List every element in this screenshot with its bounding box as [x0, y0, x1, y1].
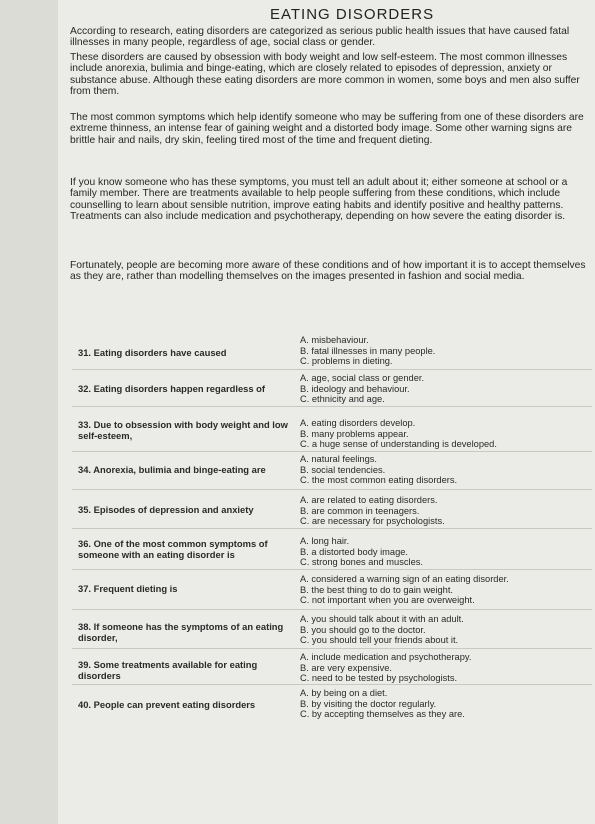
options-39 — [300, 652, 590, 684]
options-32 — [300, 373, 590, 405]
option-35-b[interactable]: B. are common in teenagers. — [300, 505, 420, 516]
option-31-c[interactable]: C. problems in dieting. — [300, 356, 393, 367]
options-40 — [300, 688, 590, 720]
paragraph-4: If you know someone who has these symptoms, you must tell an adult about it; either someone at school or a family member. There are treatments available to help people suffering from these conditions, which include counselling to learn about sensible nutrition, improve eating habits and identify positive and healthy patterns. Treatments can also include medication and psychotherapy, depending on how severe the eating disorder is. — [70, 177, 568, 223]
question-39: 39. Some treatments available for eating disorders — [78, 659, 258, 681]
question-32: 32. Eating disorders happen regardless of — [78, 383, 266, 394]
question-31: 31. Eating disorders have caused — [78, 347, 227, 358]
question-40: 40. People can prevent eating disorders — [78, 699, 256, 710]
question-33: 33. Due to obsession with body weight and low self-esteem, — [78, 419, 288, 441]
divider — [72, 451, 592, 452]
option-31-a[interactable]: A. misbehaviour. — [300, 335, 369, 345]
option-37-b[interactable]: B. the best thing to do to gain weight. — [300, 584, 453, 595]
question-36: 36. One of the most common symptoms of someone with an eating disorder is — [78, 538, 268, 560]
option-34-a[interactable]: A. natural feelings. — [300, 454, 378, 464]
option-37-c[interactable]: C. not important when you are overweight. — [300, 595, 475, 606]
question-35: 35. Episodes of depression and anxiety — [78, 504, 254, 515]
option-33-c[interactable]: C. a huge sense of understanding is developed. — [300, 439, 497, 450]
question-34: 34. Anorexia, bulimia and binge-eating are — [78, 464, 266, 475]
option-36-a[interactable]: A. long hair. — [300, 536, 350, 546]
option-39-a[interactable]: A. include medication and psychotherapy. — [300, 652, 472, 662]
divider — [72, 406, 592, 407]
question-38: 38. If someone has the symptoms of an eating disorder, — [78, 621, 284, 643]
options-37 — [300, 574, 590, 606]
option-35-c[interactable]: C. are necessary for psychologists. — [300, 516, 445, 527]
options-36 — [300, 536, 590, 568]
paragraph-2: These disorders are caused by obsession with body weight and low self-esteem. The most common illnesses include anorexia, bulimia and binge-eating, which are closely related to episodes of depression, anxiety or substance abuse. Although these eating disorders are more common in women, some boys and men also suffer from them. — [70, 52, 580, 98]
option-39-b[interactable]: B. are very expensive. — [300, 662, 392, 673]
options-38 — [300, 614, 590, 646]
option-34-c[interactable]: C. the most common eating disorders. — [300, 475, 458, 486]
option-38-b[interactable]: B. you should go to the doctor. — [300, 624, 426, 635]
option-38-a[interactable]: A. you should talk about it with an adult. — [300, 614, 464, 624]
option-32-b[interactable]: B. ideology and behaviour. — [300, 383, 410, 394]
option-36-c[interactable]: C. strong bones and muscles. — [300, 557, 423, 568]
options-33 — [300, 418, 590, 450]
option-40-a[interactable]: A. by being on a diet. — [300, 688, 388, 698]
option-33-a[interactable]: A. eating disorders develop. — [300, 418, 416, 428]
option-35-a[interactable]: A. are related to eating disorders. — [300, 495, 438, 505]
divider — [72, 569, 592, 570]
divider — [72, 684, 592, 685]
option-38-c[interactable]: C. you should tell your friends about it. — [300, 635, 459, 646]
divider — [72, 489, 592, 490]
options-31 — [300, 335, 590, 367]
divider — [72, 609, 592, 610]
option-31-b[interactable]: B. fatal illnesses in many people. — [300, 345, 436, 356]
option-32-c[interactable]: C. ethnicity and age. — [300, 394, 385, 405]
option-36-b[interactable]: B. a distorted body image. — [300, 546, 409, 557]
options-34 — [300, 454, 590, 486]
divider — [72, 648, 592, 649]
option-40-b[interactable]: B. by visiting the doctor regularly. — [300, 698, 437, 709]
option-33-b[interactable]: B. many problems appear. — [300, 428, 409, 439]
question-37: 37. Frequent dieting is — [78, 583, 178, 594]
paragraph-5: Fortunately, people are becoming more aware of these conditions and of how important it is to accept themselves as they are, rather than modelling themselves on the images presented in fashion and social media. — [70, 260, 586, 283]
option-37-a[interactable]: A. considered a warning sign of an eating disorder. — [300, 574, 509, 584]
paragraph-1: According to research, eating disorders are categorized as serious public health issues that have caused fatal illnesses in many people, regardless of age, social class or gender. — [70, 26, 570, 49]
paragraph-3: The most common symptoms which help identify someone who may be suffering from one of these disorders are extreme thinness, an intense fear of gaining weight and a distorted body image. Some other warning signs are brittle hair and nails, dry skin, feeling tired most of the time and frequent dieting. — [70, 112, 584, 146]
divider — [72, 369, 592, 370]
page-title: EATING DISORDERS — [270, 6, 435, 23]
divider — [72, 528, 592, 529]
option-32-a[interactable]: A. age, social class or gender. — [300, 373, 425, 383]
option-40-c[interactable]: C. by accepting themselves as they are. — [300, 709, 465, 720]
option-34-b[interactable]: B. social tendencies. — [300, 464, 386, 475]
option-39-c[interactable]: C. need to be tested by psychologists. — [300, 673, 458, 684]
options-35 — [300, 495, 590, 527]
